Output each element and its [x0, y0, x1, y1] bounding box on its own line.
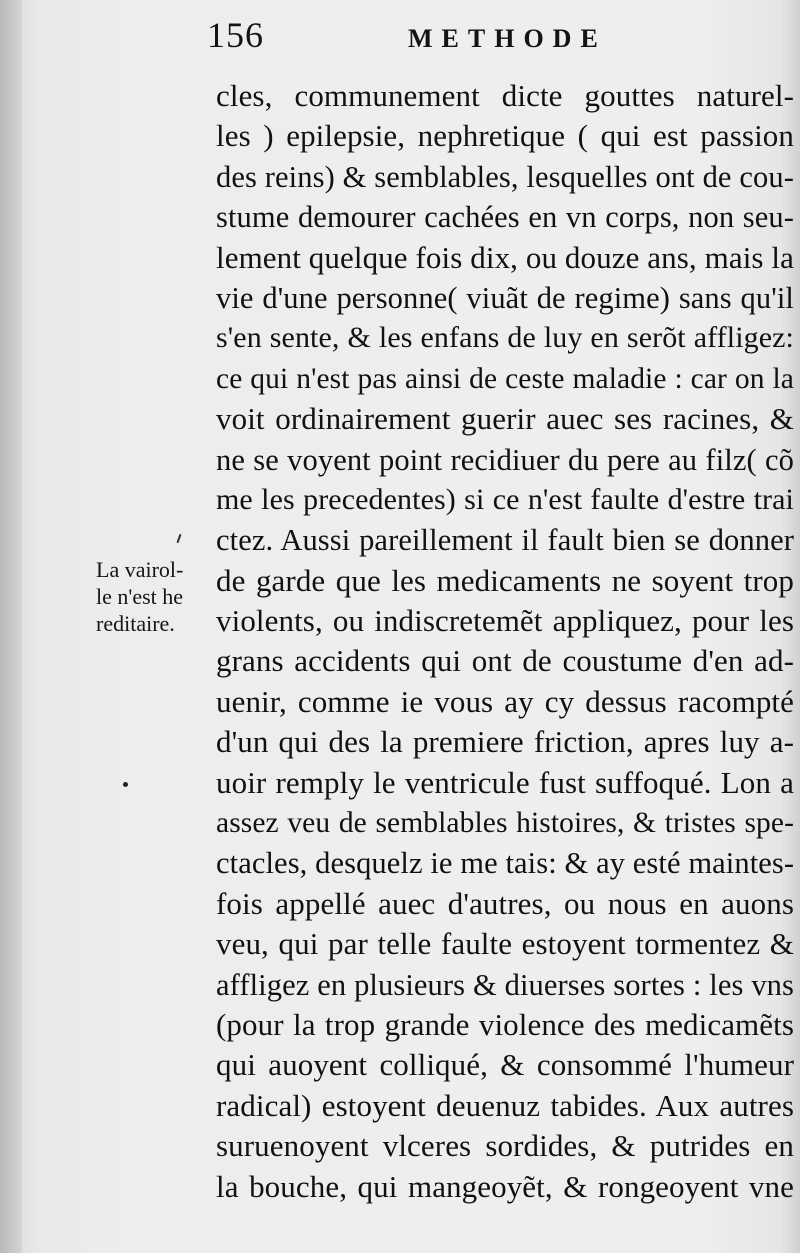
text-line: radical) estoyent deuenuz tabides. Aux autres — [216, 1087, 794, 1123]
marginal-note-line: reditaire. — [96, 611, 175, 636]
text-line: la bouche, qui mangeoyẽt, & rongeoyent vne — [216, 1168, 794, 1204]
text-line: uenir, comme ie vous ay cy dessus racompté — [216, 683, 794, 719]
text-line: d'un qui des la premiere friction, apres luy a- — [216, 724, 794, 760]
text-line: qui auoyent colliqué, & consommé l'humeur — [216, 1047, 794, 1083]
text-line: ce qui n'est pas ainsi de ceste maladie : car on la — [216, 362, 794, 395]
text-line: grans accidents qui ont de coustume d'en ad- — [216, 643, 794, 679]
running-title: METHODE — [408, 24, 607, 53]
text-line: lement quelque fois dix, ou douze ans, mais la — [216, 239, 794, 275]
marginal-note-line: La vairol- — [96, 557, 184, 582]
text-line: les ) epilepsie, nephretique ( qui est passion — [216, 118, 794, 154]
text-line: s'en sente, & les enfans de luy en serõt affligez: — [216, 321, 794, 355]
page-gutter — [0, 0, 22, 1253]
text-line: me les precedentes) si ce n'est faulte d'estre trai — [216, 482, 794, 516]
text-line: fois appellé auec d'autres, ou nous en auons — [216, 885, 794, 921]
text-line: cles, communement dicte gouttes naturel- — [216, 78, 794, 113]
page-number: 156 — [207, 15, 264, 55]
margin-dot-mark — [123, 782, 128, 787]
body-text — [216, 76, 794, 1207]
text-line: de garde que les medicaments ne soyent trop — [216, 562, 794, 598]
ink-mark — [177, 534, 182, 543]
marginal-note — [96, 556, 214, 637]
text-line: assez veu de semblables histoires, & tristes spe- — [216, 807, 794, 840]
text-line: des reins) & semblables, lesquelles ont de cou- — [216, 159, 794, 194]
text-line: suruenoyent vlceres sordides, & putrides en — [216, 1128, 794, 1164]
text-line: (pour la trop grande violence des medicamẽts — [216, 1006, 794, 1042]
text-line: affligez en plusieurs & diuerses sortes : les vns — [216, 967, 794, 1002]
text-line: uoir remply le ventricule fust suffoqué. Lon a — [216, 764, 794, 800]
text-line: violents, ou indiscretemẽt appliquez, pour les — [216, 603, 794, 639]
text-line: vie d'une personne( viuãt de regime) sans qu'il — [216, 280, 794, 315]
text-line: ne se voyent point recidiuer du pere au filz( cõ — [216, 442, 794, 477]
text-line: ctacles, desquelz ie me tais: & ay esté maintes- — [216, 846, 795, 881]
text-line: stume demourer cachées en vn corps, non seu- — [216, 200, 794, 235]
text-line: veu, qui par telle faulte estoyent tormentez & — [216, 926, 794, 962]
text-line: voit ordinairement guerir auec ses racines, & — [216, 401, 794, 437]
marginal-note-line: le n'est he — [96, 584, 184, 609]
text-line: ctez. Aussi pareillement il fault bien se donner — [216, 523, 794, 558]
